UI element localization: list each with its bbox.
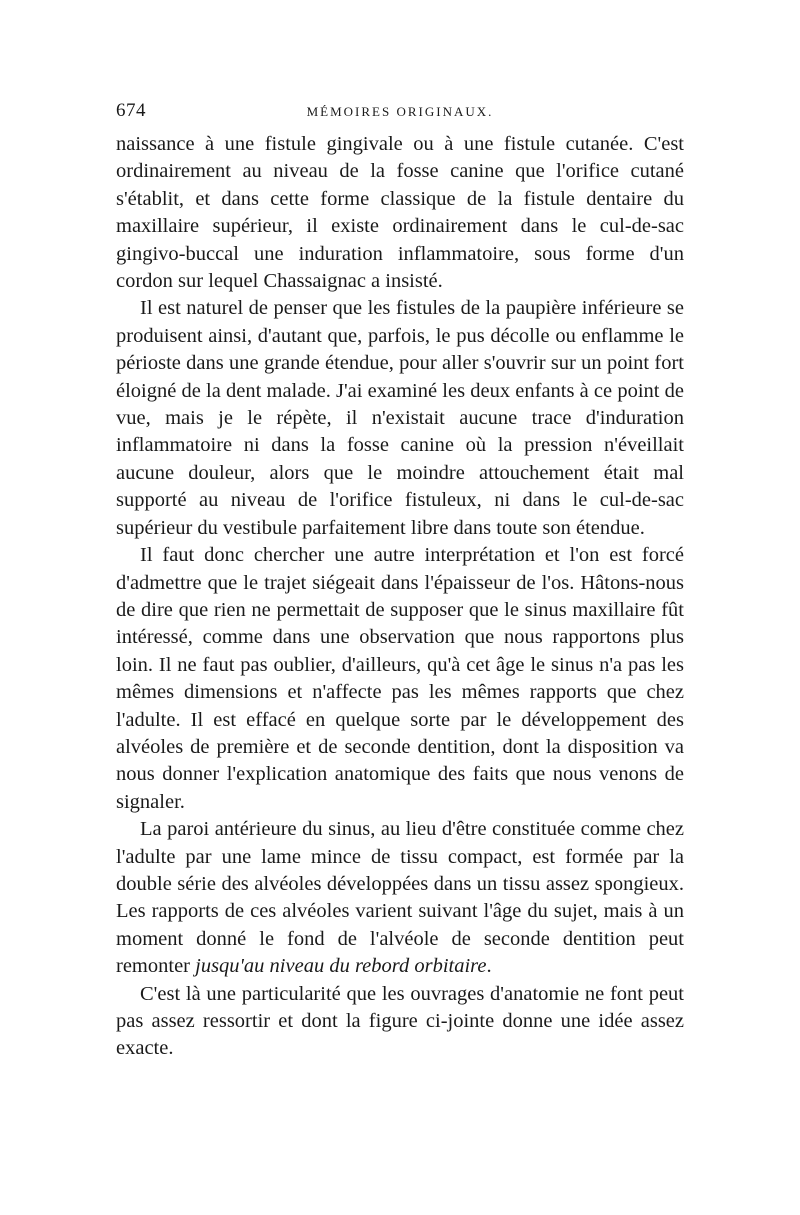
page-number: 674 xyxy=(116,100,146,121)
paragraph-2: Il est naturel de penser que les fistules de la paupière inférieure se produisent ainsi, d'autant que, parfois, le pus décolle ou enflamme le périoste dans une grande étendue, pour aller s'ouvrir sur un point fort éloigné de la dent malade. J'ai examiné les deux enfants à ce point de vue, mais je le répète, il n'existait aucune trace d'induration inflammatoire ni dans la fosse canine où la pression n'éveillait aucune douleur, alors que le moindre attouchement était mal supporté au niveau de l'orifice fistuleux, ni dans le cul-de-sac supérieur du vestibule parfaitement libre dans toute son étendue. xyxy=(116,297,684,539)
page-header xyxy=(116,96,684,126)
running-title: MÉMOIRES ORIGINAUX. xyxy=(306,104,494,119)
paragraph-4-end: . xyxy=(486,955,492,978)
paragraph-4-text: La paroi antérieure du sinus, au lieu d'être constituée comme chez l'adulte par une lame mince de tissu compact, est formée par la double série des alvéoles développées dans un tissu assez spongieux. Les rapports de ces alvéoles varient suivant l'âge du sujet, mais à un moment donné le fond de l'alvéole de seconde dentition peut remonter xyxy=(116,818,684,978)
paragraph-4-italic-phrase: jusqu'au niveau du rebord orbitaire xyxy=(195,955,487,978)
paragraph-4 xyxy=(116,816,684,980)
paragraph-3: Il faut donc chercher une autre interprétation et l'on est forcé d'admettre que le trajet siégeait dans l'épaisseur de l'os. Hâtons-nous de dire que rien ne permettait de supposer que le sinus maxillaire fût intéressé, comme dans une observation que nous rapportons plus loin. Il ne faut pas oublier, d'ailleurs, qu'à cet âge le sinus n'a pas les mêmes dimensions et n'affecte pas les mêmes rapports que chez l'adulte. Il est effacé en quelque sorte par le développement des alvéoles de première et de seconde dentition, dont la disposition va nous donner l'explication anatomique des faits que nous venons de signaler. xyxy=(116,544,684,813)
paragraph-5: C'est là une particularité que les ouvrages d'anatomie ne font peut pas assez ressortir et dont la figure ci-jointe donne une idée assez exacte. xyxy=(116,982,684,1060)
book-page xyxy=(116,96,684,1063)
paragraph-1: naissance à une fistule gingivale ou à une fistule cutanée. C'est ordinairement au niveau de la fosse canine que l'orifice cutané s'établit, et dans cette forme classique de la fistule dentaire du maxillaire supérieur, il existe ordinairement dans le cul-de-sac gingivo-buccal une induration inflammatoire, sous forme d'un cordon sur lequel Chassaignac a insisté. xyxy=(116,133,684,293)
body-text xyxy=(116,131,684,1063)
